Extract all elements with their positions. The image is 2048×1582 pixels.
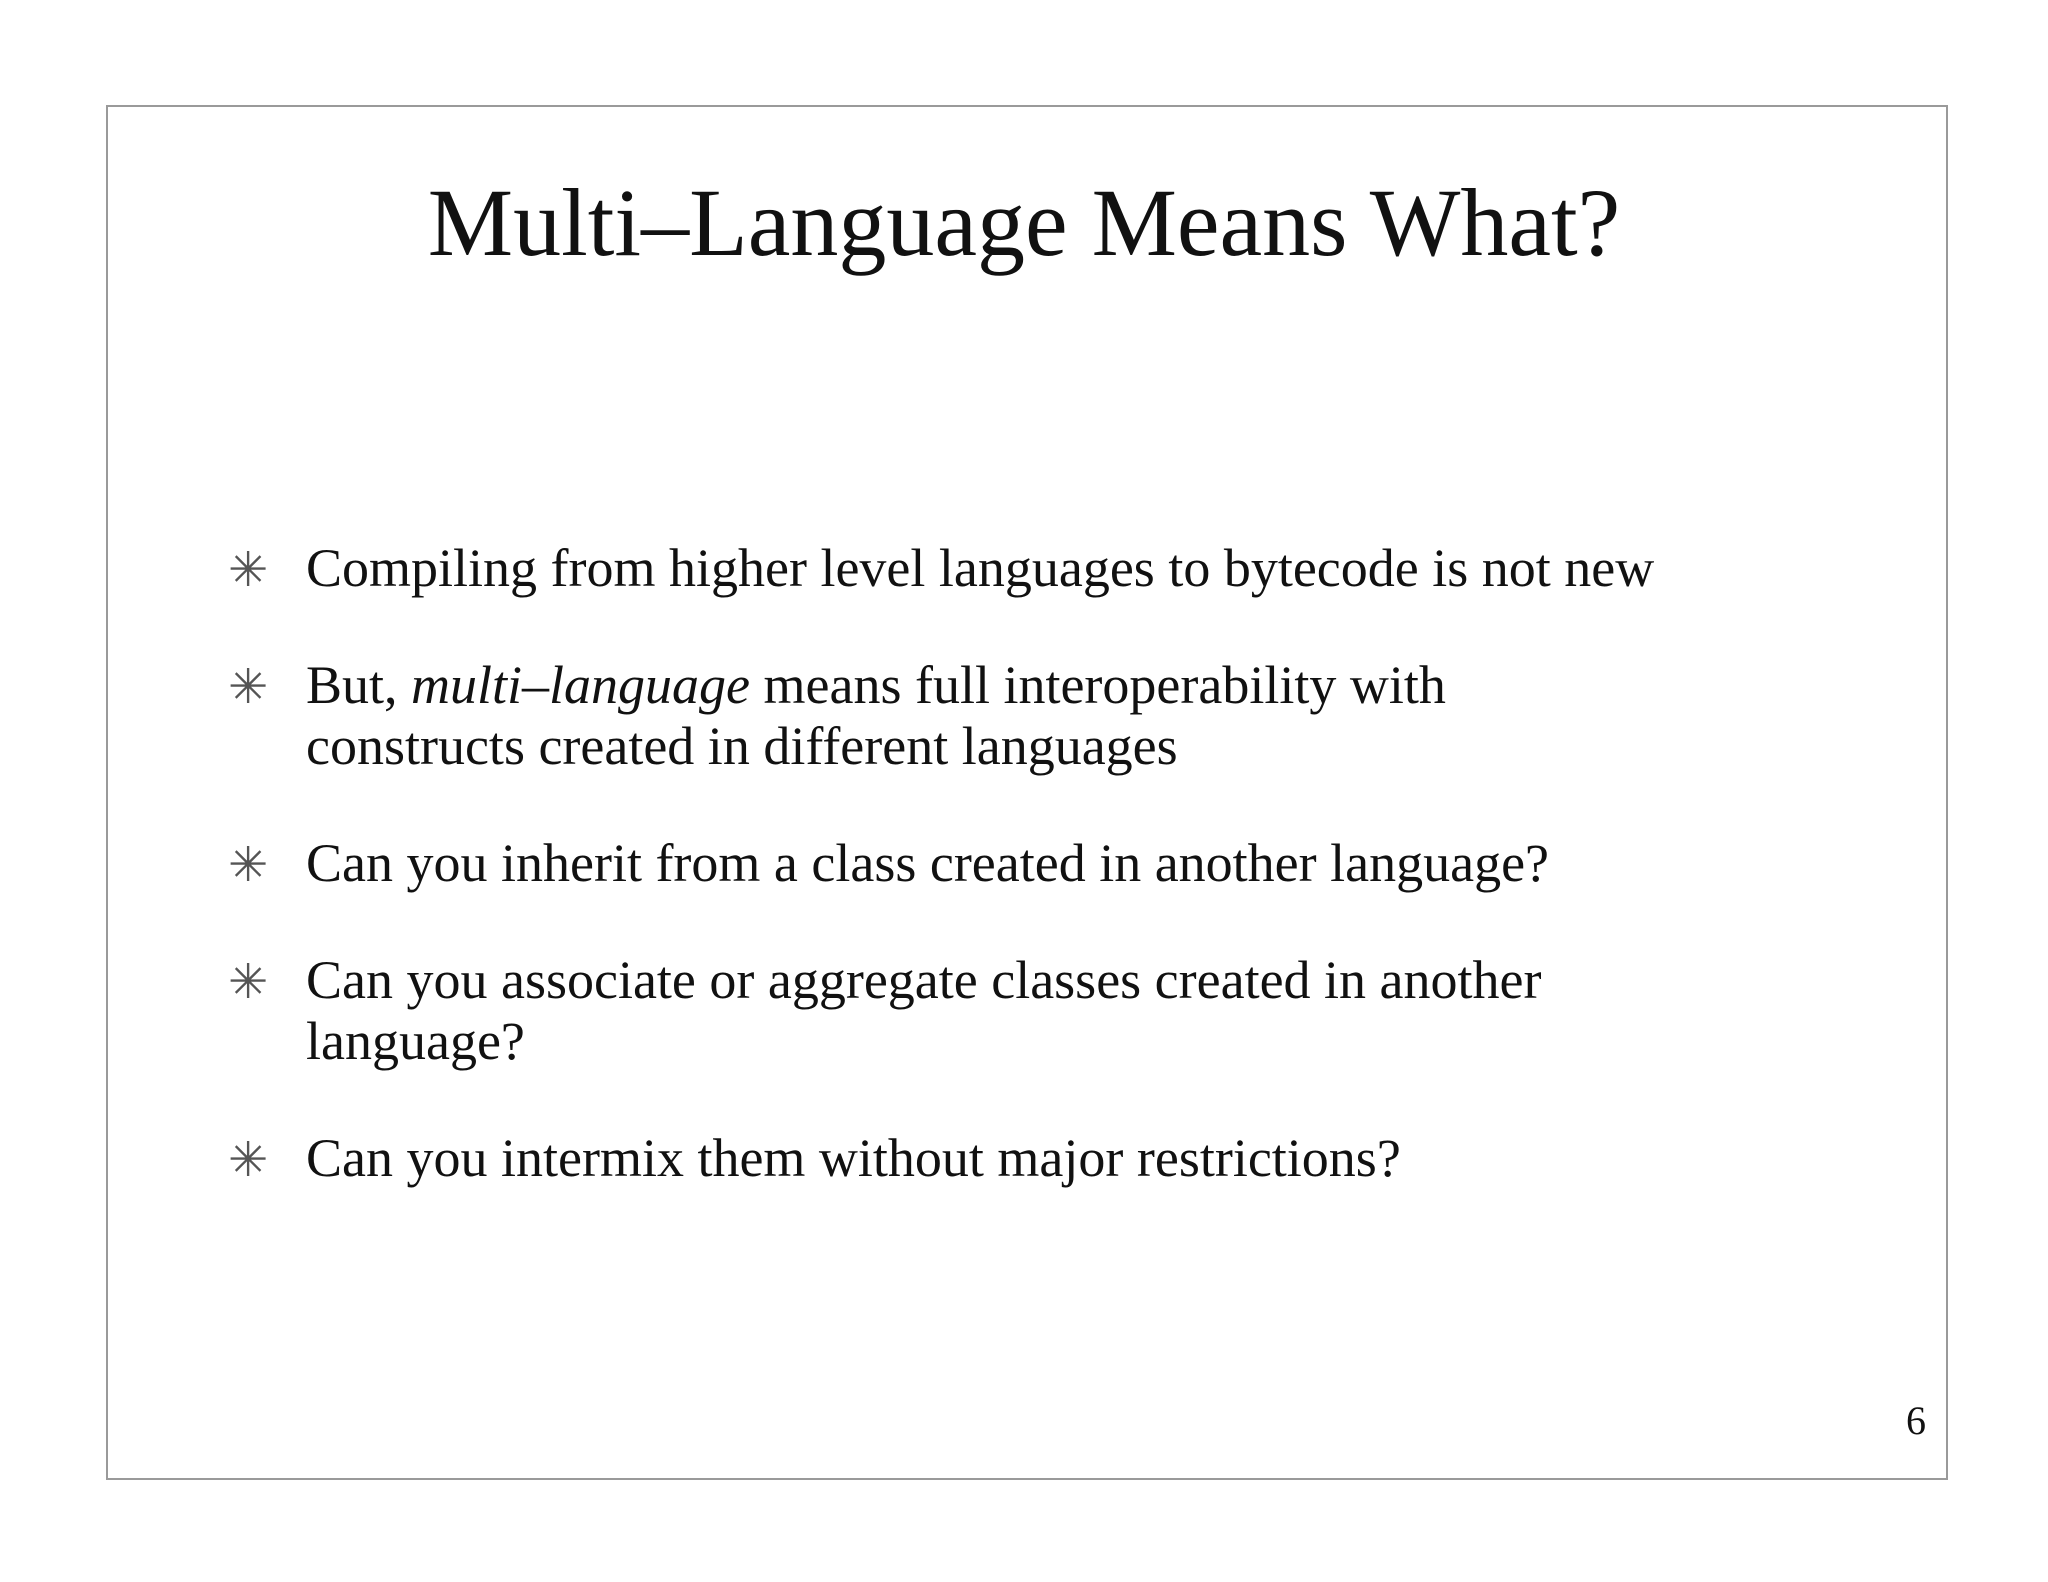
emphasized-term: multi–language bbox=[411, 655, 751, 715]
bullet-text bbox=[306, 655, 1446, 776]
asterisk-bullet-icon: ✳ bbox=[228, 956, 269, 1009]
bullet-text: Compiling from higher level languages to bytecode is not new bbox=[306, 538, 1655, 598]
bullet-text: Can you inherit from a class created in another language? bbox=[306, 833, 1550, 893]
bullet-text-line2: constructs created in different languages bbox=[306, 716, 1178, 776]
bullet-text-line2: language? bbox=[306, 1011, 525, 1071]
bullet-text-suffix: means full interoperability with bbox=[750, 655, 1446, 715]
bullet-text-line1: Can you associate or aggregate classes created in another bbox=[306, 950, 1542, 1010]
bullet-text: Can you intermix them without major restrictions? bbox=[306, 1128, 1401, 1188]
bullet-text-prefix: But, bbox=[306, 655, 412, 715]
bullet-item bbox=[228, 950, 1828, 1072]
bullet-text bbox=[306, 950, 1541, 1071]
page-number: 6 bbox=[1906, 1398, 1926, 1443]
bullet-item bbox=[228, 655, 1828, 777]
bullet-item bbox=[228, 1128, 1828, 1189]
bullet-list bbox=[228, 538, 1828, 1189]
bullet-item bbox=[228, 538, 1828, 599]
asterisk-bullet-icon: ✳ bbox=[228, 1134, 269, 1187]
bullet-item bbox=[228, 833, 1828, 894]
asterisk-bullet-icon: ✳ bbox=[228, 839, 269, 892]
asterisk-bullet-icon: ✳ bbox=[228, 544, 269, 597]
asterisk-bullet-icon: ✳ bbox=[228, 661, 269, 714]
slide-title: Multi–Language Means What? bbox=[427, 169, 1621, 276]
